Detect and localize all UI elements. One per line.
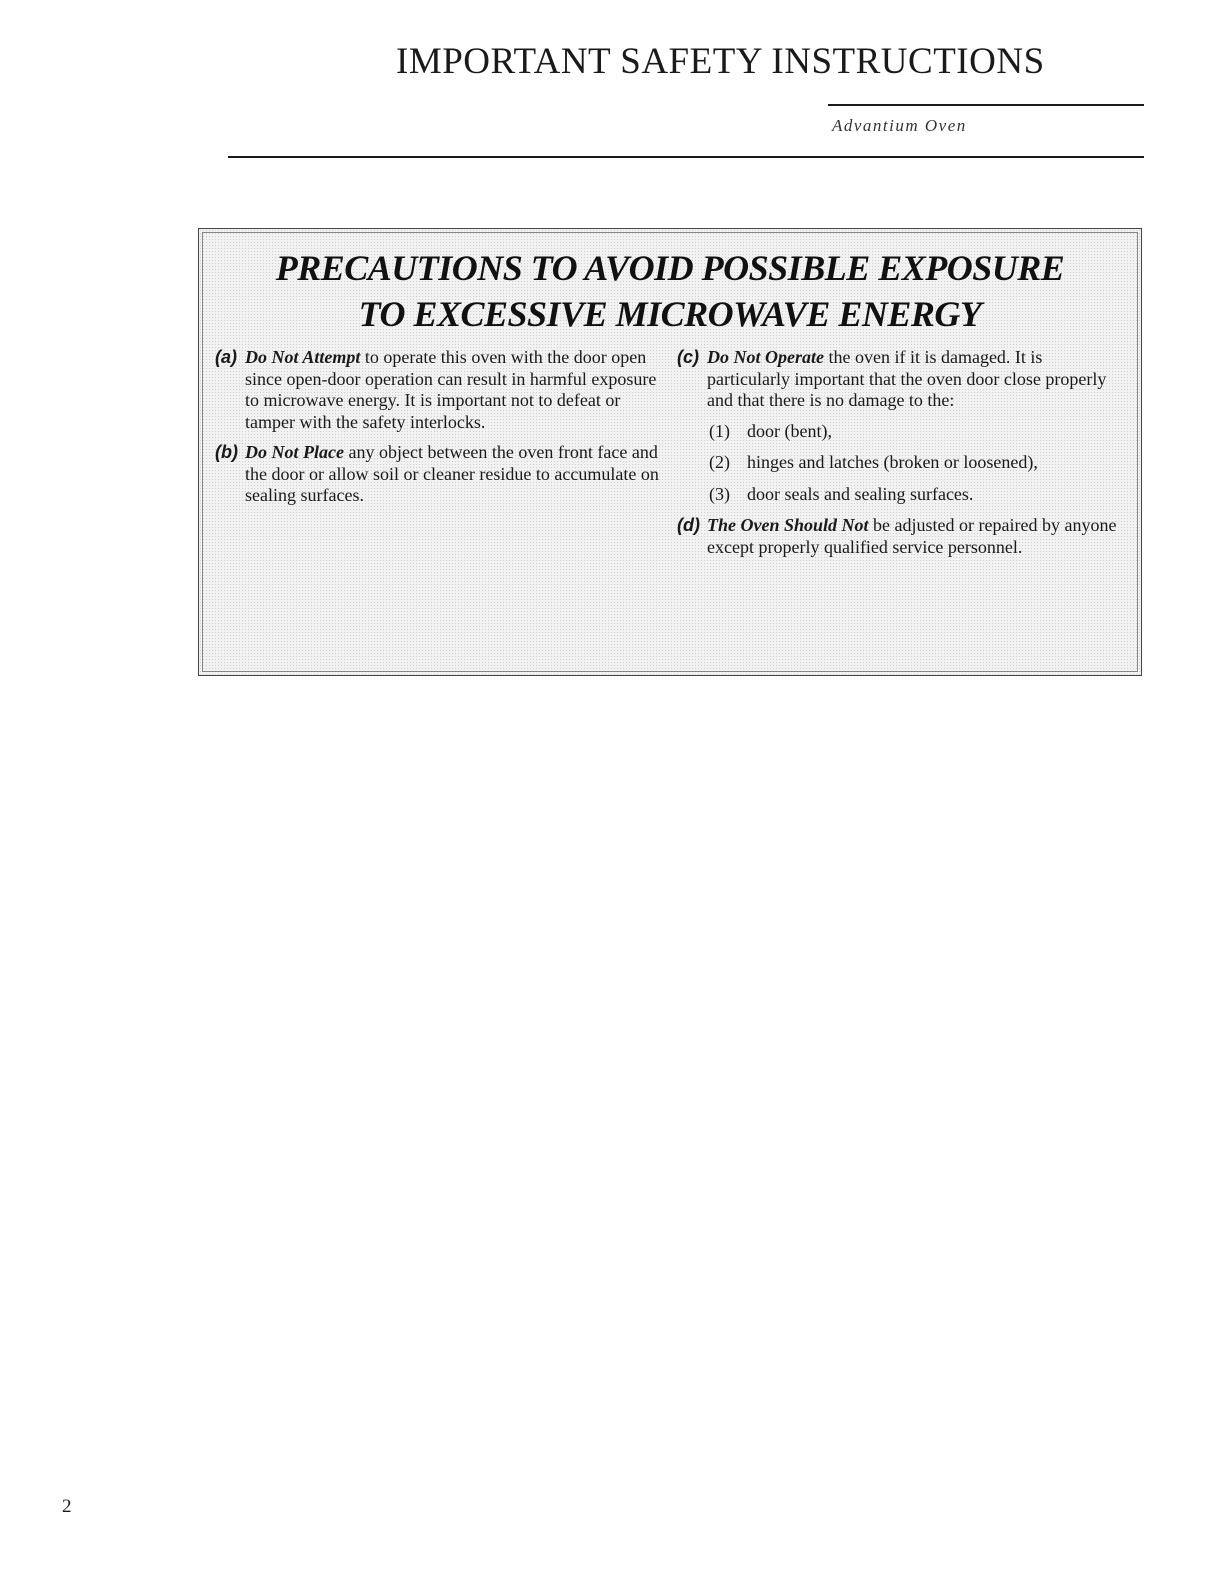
sub-item bbox=[707, 484, 1127, 506]
item-lead: Do Not Place bbox=[245, 442, 344, 462]
item-lead: Do Not Operate bbox=[707, 347, 824, 367]
item-lead: Do Not Attempt bbox=[245, 347, 361, 367]
item-text: the oven if it is damaged. It is particularly important that the oven door close properly and that there is no damage to the: bbox=[707, 347, 1107, 410]
page-number: 2 bbox=[62, 1496, 72, 1517]
sub-item bbox=[707, 421, 1127, 443]
notice-title-line-1: PRECAUTIONS TO AVOID POSSIBLE EXPOSURE bbox=[275, 248, 1065, 288]
notice-box bbox=[198, 228, 1142, 676]
sub-item-number: (2) bbox=[709, 452, 730, 472]
header-rule-long bbox=[228, 156, 1144, 158]
item-lead: The Oven Should Not bbox=[707, 515, 869, 535]
item-marker: (b) bbox=[215, 442, 238, 462]
damage-sub-list bbox=[707, 421, 1127, 506]
notice-left-column bbox=[215, 347, 670, 516]
precaution-item-c bbox=[677, 347, 1127, 505]
item-text: to operate this oven with the door open since open-door operation can result in harmful exposure to microwave energy. It is important not to defeat or tamper with the safety interlocks. bbox=[245, 347, 657, 432]
sub-item-text: door seals and sealing surfaces. bbox=[747, 483, 974, 504]
header-rule-short bbox=[828, 104, 1144, 106]
item-marker: (a) bbox=[215, 347, 237, 367]
item-marker: (c) bbox=[677, 347, 699, 367]
page-title: IMPORTANT SAFETY INSTRUCTIONS bbox=[396, 41, 1045, 82]
precaution-item-d bbox=[677, 515, 1127, 558]
sub-item-text: door (bent), bbox=[747, 420, 832, 441]
item-marker: (d) bbox=[677, 515, 700, 535]
sub-item-text: hinges and latches (broken or loosened), bbox=[747, 452, 1038, 472]
sub-item-number: (3) bbox=[709, 483, 730, 504]
page-subtitle: Advantium Oven bbox=[832, 116, 967, 135]
sub-item-number: (1) bbox=[709, 420, 730, 441]
precaution-item-a bbox=[215, 347, 670, 433]
item-text: any object between the oven front face and the door or allow soil or cleaner residue to accumulate on sealing surfaces. bbox=[245, 442, 659, 505]
notice-right-column bbox=[677, 347, 1127, 567]
sub-item bbox=[707, 452, 1127, 474]
item-text: be adjusted or repaired by anyone except properly qualified service personnel. bbox=[707, 515, 1117, 557]
precaution-item-b bbox=[215, 442, 670, 507]
notice-title-line-2: TO EXCESSIVE MICROWAVE ENERGY bbox=[358, 294, 982, 334]
